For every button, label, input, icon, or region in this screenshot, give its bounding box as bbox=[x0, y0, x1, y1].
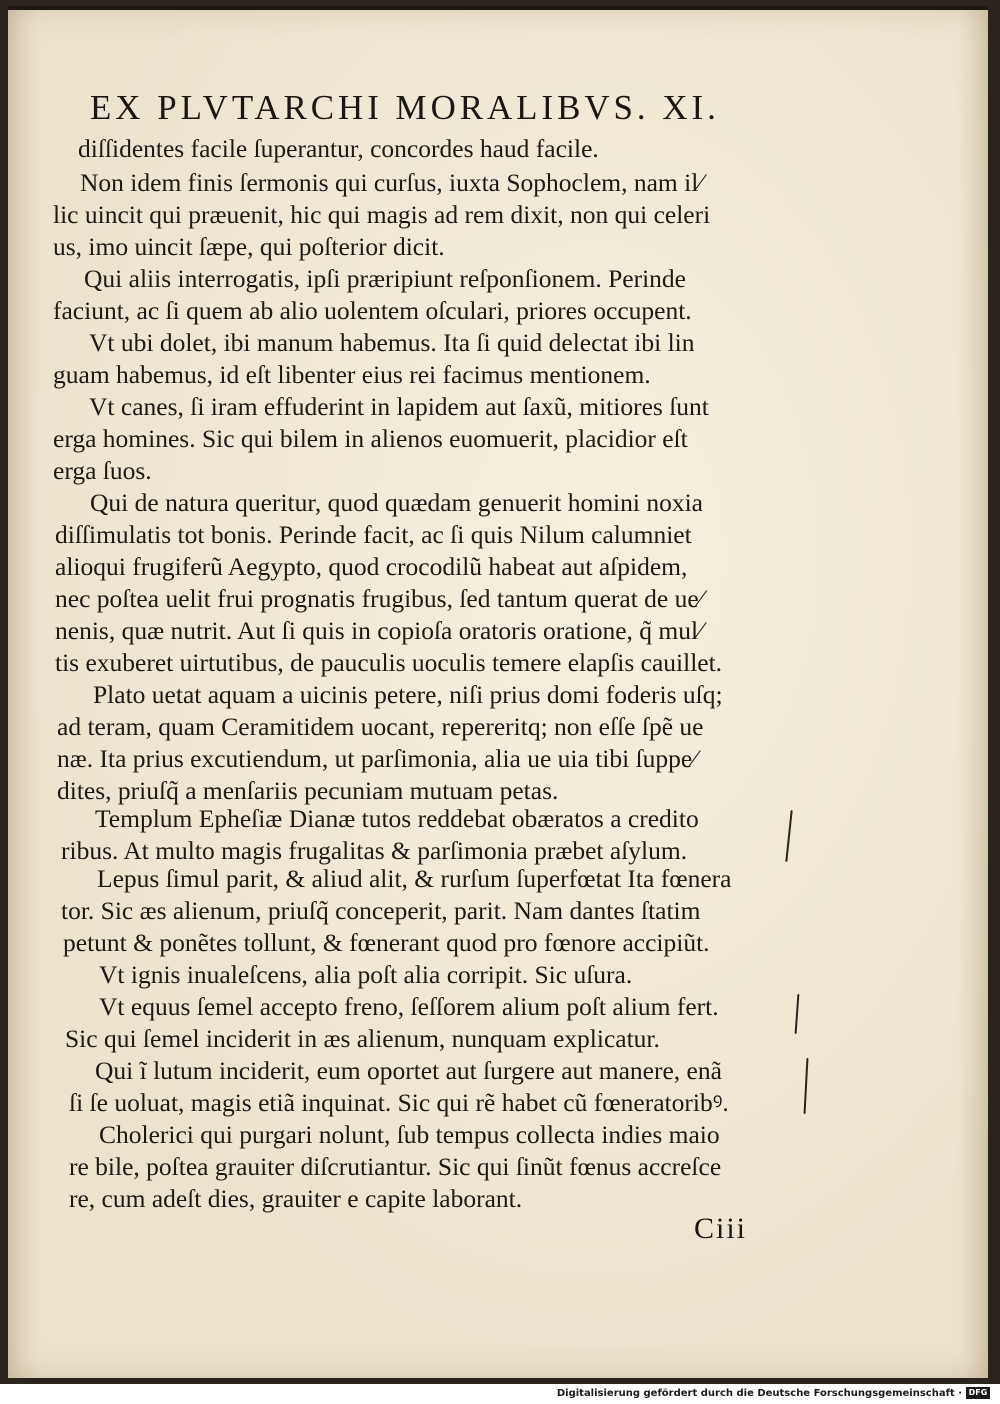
text-line: nec poſtea uelit frui prognatis frugibus, ſed tantum querat de ue⁄ bbox=[55, 584, 703, 613]
text-line: erga homines. Sic qui bilem in alienos euomuerit, placidior eſt bbox=[53, 424, 688, 453]
text-line: Non idem finis ſermonis qui curſus, iuxta Sophoclem, nam il⁄ bbox=[80, 168, 703, 197]
footer-credit: Digitalisierung gefördert durch die Deutsche Forschungsgemeinschaft · bbox=[556, 1388, 962, 1399]
text-line: ad teram, quam Ceramitidem uocant, repereritq; non eſſe ſpẽ ue bbox=[57, 712, 704, 741]
text-line: diſſimulatis tot bonis. Perinde facit, ac ſi quis Nilum calumniet bbox=[55, 520, 692, 549]
text-line: Vt ignis inualeſcens, alia poſt alia corripit. Sic uſura. bbox=[99, 960, 633, 989]
text-line: Qui ĩ lutum inciderit, eum oportet aut ſurgere aut manere, enã bbox=[95, 1056, 722, 1085]
signature-mark: Ciii bbox=[694, 1212, 748, 1245]
text-line: Sic qui ſemel inciderit in æs alienum, nunquam explicatur. bbox=[65, 1024, 660, 1053]
page-top-edge bbox=[8, 6, 988, 10]
running-header: EX PLVTARCHI MORALIBVS. XI. bbox=[90, 88, 720, 127]
text-line: alioqui frugiferũ Aegypto, quod crocodilũ habeat aut aſpidem, bbox=[55, 552, 688, 581]
dfg-logo-icon: DFG bbox=[966, 1387, 990, 1399]
text-line: Templum Epheſiæ Dianæ tutos reddebat obæratos a credito bbox=[95, 804, 699, 833]
digitization-footer bbox=[0, 1384, 1000, 1404]
text-line: diſſidentes facile ſuperantur, concordes haud facile. bbox=[78, 134, 599, 163]
text-line: erga ſuos. bbox=[53, 456, 152, 485]
text-line: dites, priuſq̃ a menſariis pecuniam mutuam petas. bbox=[57, 776, 559, 805]
text-line: tis exuberet uirtutibus, de pauculis uoculis temere elapſis cauillet. bbox=[55, 648, 723, 677]
text-line: Qui aliis interrogatis, ipſi præripiunt reſponſionem. Perinde bbox=[84, 264, 686, 293]
text-line: lic uincit qui præuenit, hic qui magis ad rem dixit, non qui celeri bbox=[53, 200, 711, 229]
text-line: faciunt, ac ſi quem ab alio uolentem oſculari, priores occupent. bbox=[53, 296, 692, 325]
text-line: us, imo uincit ſæpe, qui poſterior dicit. bbox=[53, 232, 445, 261]
text-line: Cholerici qui purgari nolunt, ſub tempus collecta indies maio bbox=[99, 1120, 720, 1149]
text-line: Vt ubi dolet, ibi manum habemus. Ita ſi quid delectat ibi lin bbox=[89, 328, 695, 357]
text-line: re bile, poſtea grauiter diſcrutiantur. Sic qui ſinũt fœnus accreſce bbox=[69, 1152, 722, 1181]
text-line: nenis, quæ nutrit. Aut ſi quis in copioſa oratoris oratione, q̃ mul⁄ bbox=[55, 616, 703, 645]
text-line: næ. Ita prius excutiendum, ut parſimonia, alia ue uia tibi ſuppe⁄ bbox=[57, 744, 697, 773]
text-line: Vt equus ſemel accepto freno, ſeſſorem alium poſt alium fert. bbox=[99, 992, 719, 1021]
text-line: Plato uetat aquam a uicinis petere, niſi prius domi foderis uſq; bbox=[93, 680, 723, 709]
text-line: ribus. At multo magis frugalitas & parſimonia præbet aſylum. bbox=[61, 836, 688, 865]
text-line: ſi ſe uoluat, magis etiã inquinat. Sic qui rẽ habet cũ fœneratoribꝰ. bbox=[69, 1088, 729, 1117]
text-line: Qui de natura queritur, quod quædam genuerit homini noxia bbox=[90, 488, 703, 517]
text-line: guam habemus, id eſt libenter eius rei facimus mentionem. bbox=[53, 360, 651, 389]
text-line: petunt & ponẽtes tollunt, & fœnerant quod pro fœnore accipiũt. bbox=[63, 928, 710, 957]
text-line: tor. Sic æs alienum, priuſq̃ conceperit, parit. Nam dantes ſtatim bbox=[61, 896, 701, 925]
text-line: Lepus ſimul parit, & aliud alit, & rurſum ſuperfœtat Ita fœnera bbox=[97, 864, 732, 893]
text-line: Vt canes, ſi iram effuderint in lapidem aut ſaxũ, mitiores ſunt bbox=[89, 392, 709, 421]
text-line: re, cum adeſt dies, grauiter e capite laborant. bbox=[69, 1184, 523, 1213]
